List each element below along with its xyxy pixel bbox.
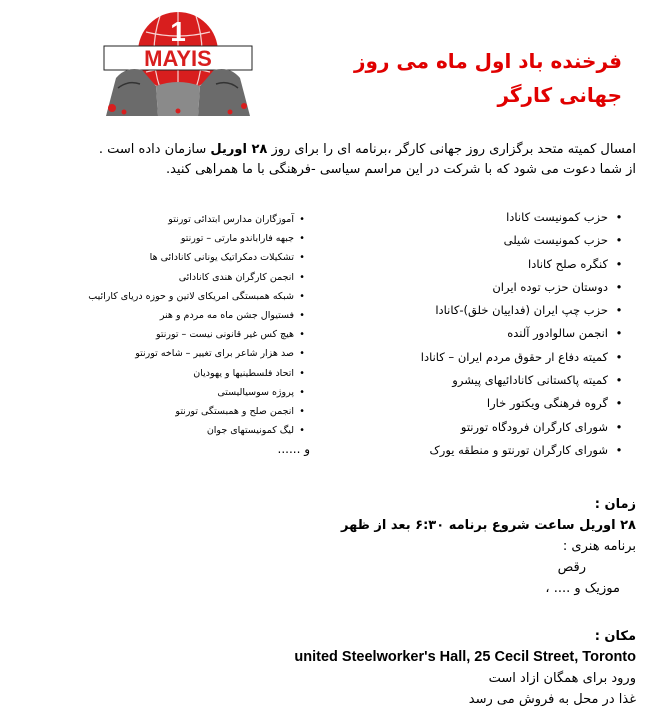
list-item: • انجمن صلح و همبستگی تورنتو: [10, 402, 310, 421]
headline-line-1: فرخنده باد اول ماه می روز: [354, 49, 622, 73]
list-item: • تشکیلات دمکراتیک یونانی کانادائی ها: [10, 248, 310, 267]
list-item: • انجمن سالوادور آلنده: [380, 322, 630, 345]
headline: [322, 44, 622, 112]
list-item: • شبکه همبستگی امریکای لاتین و حوزه دریای کارائیب: [10, 287, 310, 306]
list-item: • کمیته دفاع ار حقوق مردم ایران – کانادا: [380, 346, 630, 369]
place-label: مکان :: [594, 629, 636, 644]
list-item: • لیگ کمونیستهای جوان: [10, 421, 310, 440]
list-item: • شورای کارگران تورنتو و منطقه یورک: [380, 439, 630, 462]
entry-note: ورود برای همگان ازاد است: [488, 671, 636, 686]
intro-text: امسال کمیته متحد برگزاری روز جهانی کارگر ،برنامه ای را برای روز: [267, 142, 636, 157]
list-item: • آموزگاران مدارس ابتدائی تورنتو: [10, 210, 310, 229]
place-section: [16, 626, 636, 710]
list-item: • پروژه سوسیالیستی: [10, 383, 310, 402]
list-item: • دوستان حزب توده ایران: [380, 276, 630, 299]
list-etc: و ......: [277, 442, 310, 457]
intro-line-1: [16, 140, 636, 160]
intro-text-end: سازمان داده است .: [98, 142, 211, 157]
list-item: • هیچ کس غیر قانونی نیست – تورنتو: [10, 325, 310, 344]
list-item: • انجمن کارگران هندی کانادائی: [10, 268, 310, 287]
food-note: غذا در محل به فروش می رسد: [468, 692, 636, 707]
list-item: • صد هزار شاعر برای تغییر – شاخه تورنتو: [10, 344, 310, 363]
place-address: united Steelworker's Hall, 25 Cecil Street, Toronto: [294, 649, 636, 665]
list-item: • فستیوال جشن ماه مه مردم و هنر: [10, 306, 310, 325]
list-item: • گروه فرهنگی ویکتور خارا: [380, 392, 630, 415]
logo-text: MAYIS: [144, 46, 212, 71]
logo-number: 1: [170, 16, 186, 47]
program-item-dance: رقص: [557, 560, 586, 575]
list-item: • کنگره صلح کانادا: [380, 253, 630, 276]
organizations-list-left: [10, 210, 310, 459]
time-label: زمان :: [594, 497, 636, 512]
intro-date: ۲۸ اوریل: [210, 142, 268, 157]
organizations-list-right: [380, 206, 630, 462]
time-detail: ۲۸ اوریل ساعت شروع برنامه ۶:۳۰ بعد از ظهر: [340, 518, 636, 533]
headline-line-2: جهانی کارگر: [497, 83, 622, 107]
list-item: • شورای کارگران فرودگاه تورنتو: [380, 416, 630, 439]
program-item-music: موزیک و .... ،: [545, 581, 620, 596]
list-item: • اتحاد فلسطینیها و یهودیان: [10, 364, 310, 383]
intro-line-2: از شما دعوت می شود که با شرکت در این مراسم سیاسی -فرهنگی با ما همراهی کنید.: [165, 162, 636, 177]
list-item: • حزب کمونیست شیلی: [380, 229, 630, 252]
program-label: برنامه هنری :: [562, 539, 636, 554]
list-item: • حزب کمونیست کانادا: [380, 206, 630, 229]
list-item: • جبهه فاراباندو مارتی – تورنتو: [10, 229, 310, 248]
time-section: [16, 494, 636, 599]
list-item: • کمیته پاکستانی کانادائیهای پیشرو: [380, 369, 630, 392]
list-item: • حزب چپ ایران (فداییان خلق)-کانادا: [380, 299, 630, 322]
intro-paragraph: [16, 140, 636, 180]
may-day-logo: [98, 8, 258, 116]
globe-fists-icon: [98, 8, 258, 116]
